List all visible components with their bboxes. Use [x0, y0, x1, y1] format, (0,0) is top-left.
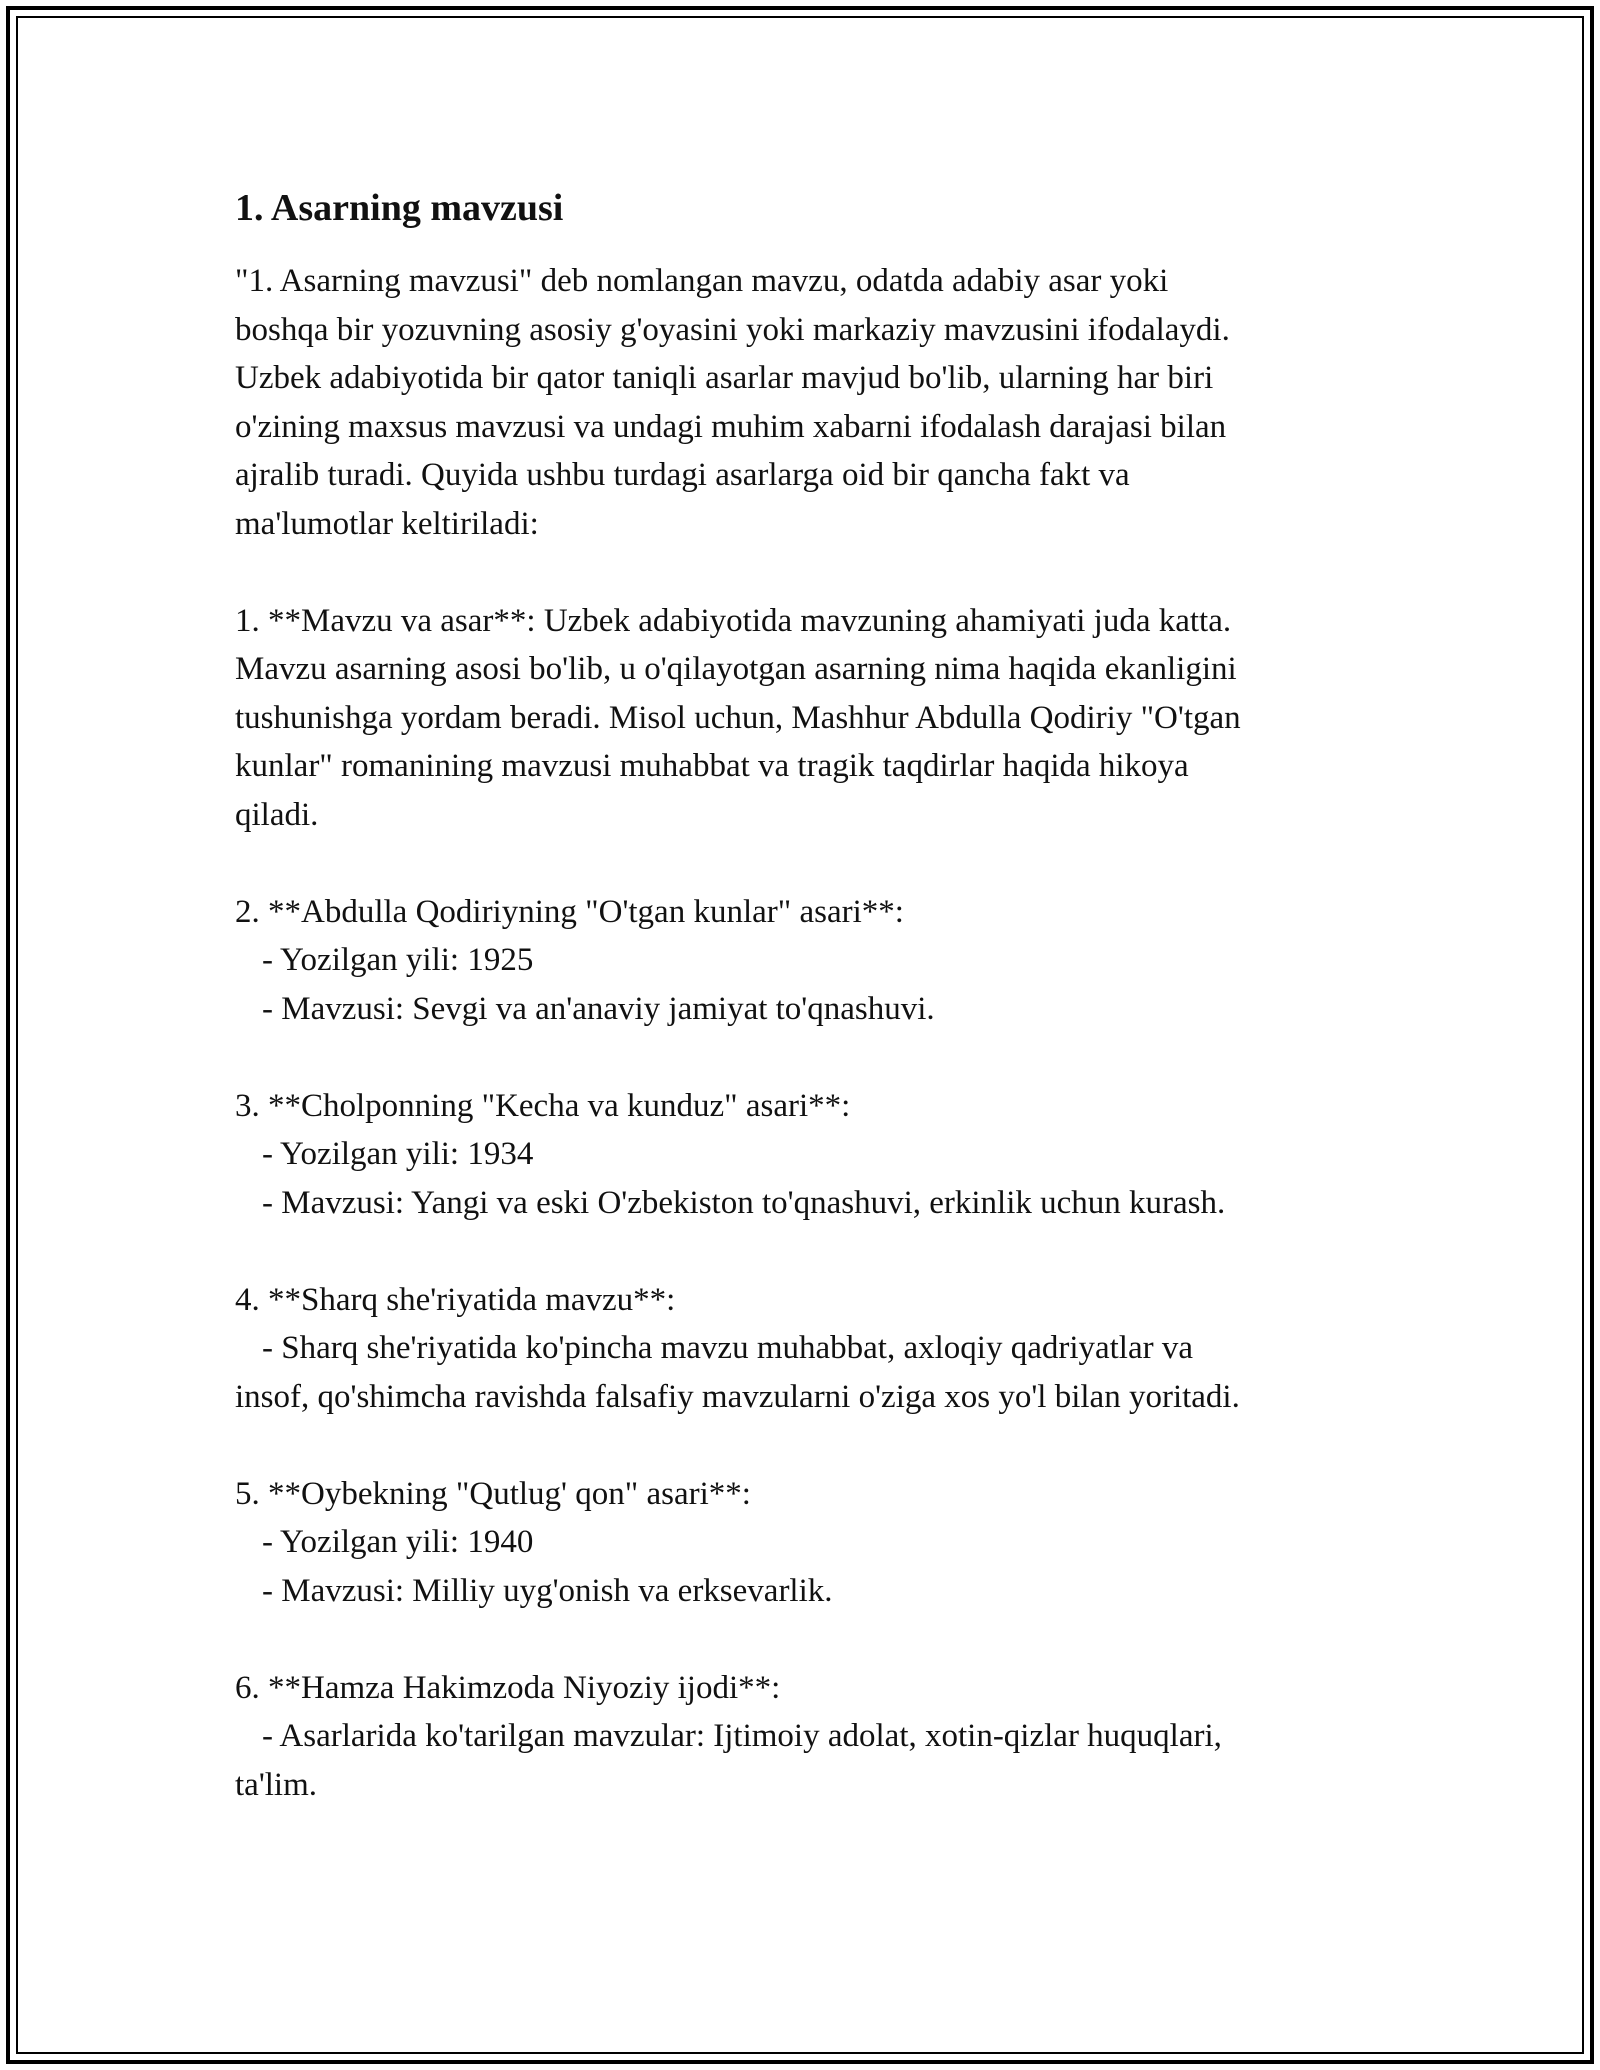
item-1-line: tushunishga yordam beradi. Misol uchun, Mashhur Abdulla Qodiriy "O'tgan	[235, 699, 1241, 736]
item-3-year: - Yozilgan yili: 1934	[262, 1136, 534, 1172]
blank-line	[235, 1421, 1385, 1470]
blank-line	[235, 839, 1385, 888]
intro-line: "1. Asarning mavzusi" deb nomlangan mavzu, odatda adabiy asar yoki	[235, 263, 1169, 299]
item-1-line: 1. **Mavzu va asar**: Uzbek adabiyotida mavzuning ahamiyati juda katta.	[235, 602, 1232, 639]
intro-line: ma'lumotlar keltiriladi:	[235, 505, 539, 542]
blank-line	[235, 1227, 1385, 1276]
item-6-line: - Asarlarida ko'tarilgan mavzular: Ijtimoiy adolat, xotin-qizlar huquqlari,	[262, 1718, 1222, 1754]
item-6	[235, 1664, 1385, 1810]
intro-line: boshqa bir yozuvning asosiy g'oyasini yoki markaziy mavzusini ifodalaydi.	[235, 311, 1230, 348]
item-4-line: - Sharq she'riyatida ko'pincha mavzu muhabbat, axloqiy qadriyatlar va	[262, 1330, 1194, 1366]
item-6-line: ta'lim.	[235, 1766, 318, 1803]
intro-paragraph	[235, 257, 1385, 548]
item-1-line: Mavzu asarning asosi bo'lib, u o'qilayotgan asarning nima haqida ekanligini	[235, 651, 1237, 687]
item-2-theme: - Mavzusi: Sevgi va an'anaviy jamiyat to'qnashuvi.	[262, 990, 935, 1027]
item-5-year: - Yozilgan yili: 1940	[262, 1524, 534, 1560]
document-title: 1. Asarning mavzusi	[235, 187, 564, 229]
item-6-heading: 6. **Hamza Hakimzoda Niyoziy ijodi**:	[235, 1669, 781, 1706]
item-5-heading: 5. **Oybekning "Qutlug' qon" asari**:	[235, 1475, 751, 1512]
blank-line	[235, 1033, 1385, 1082]
item-4-heading: 4. **Sharq she'riyatida mavzu**:	[235, 1281, 676, 1318]
item-1-line: kunlar" romanining mavzusi muhabbat va tragik taqdirlar haqida hikoya	[235, 748, 1189, 784]
document-body	[235, 185, 1385, 1809]
item-4-line: insof, qo'shimcha ravishda falsafiy mavzularni o'ziga xos yo'l bilan yoritadi.	[235, 1378, 1240, 1415]
item-4	[235, 1276, 1385, 1422]
intro-line: ajralib turadi. Quyida ushbu turdagi asarlarga oid bir qancha fakt va	[235, 457, 1130, 493]
item-1-line: qiladi.	[235, 796, 319, 833]
blank-line	[235, 1615, 1385, 1664]
item-3	[235, 1082, 1385, 1228]
intro-line: Uzbek adabiyotida bir qator taniqli asarlar mavjud bo'lib, ularning har biri	[235, 360, 1214, 396]
item-1	[235, 597, 1385, 840]
intro-line: o'zining maxsus mavzusi va undagi muhim xabarni ifodalash darajasi bilan	[235, 408, 1227, 445]
item-3-heading: 3. **Cholponning "Kecha va kunduz" asari**:	[235, 1087, 851, 1124]
item-2	[235, 888, 1385, 1034]
item-3-theme: - Mavzusi: Yangi va eski O'zbekiston to'qnashuvi, erkinlik uchun kurash.	[262, 1184, 1226, 1221]
item-5	[235, 1470, 1385, 1616]
item-2-year: - Yozilgan yili: 1925	[262, 942, 534, 978]
item-2-heading: 2. **Abdulla Qodiriyning "O'tgan kunlar" asari**:	[235, 893, 904, 930]
blank-line	[235, 548, 1385, 597]
item-5-theme: - Mavzusi: Milliy uyg'onish va erksevarlik.	[262, 1572, 833, 1609]
